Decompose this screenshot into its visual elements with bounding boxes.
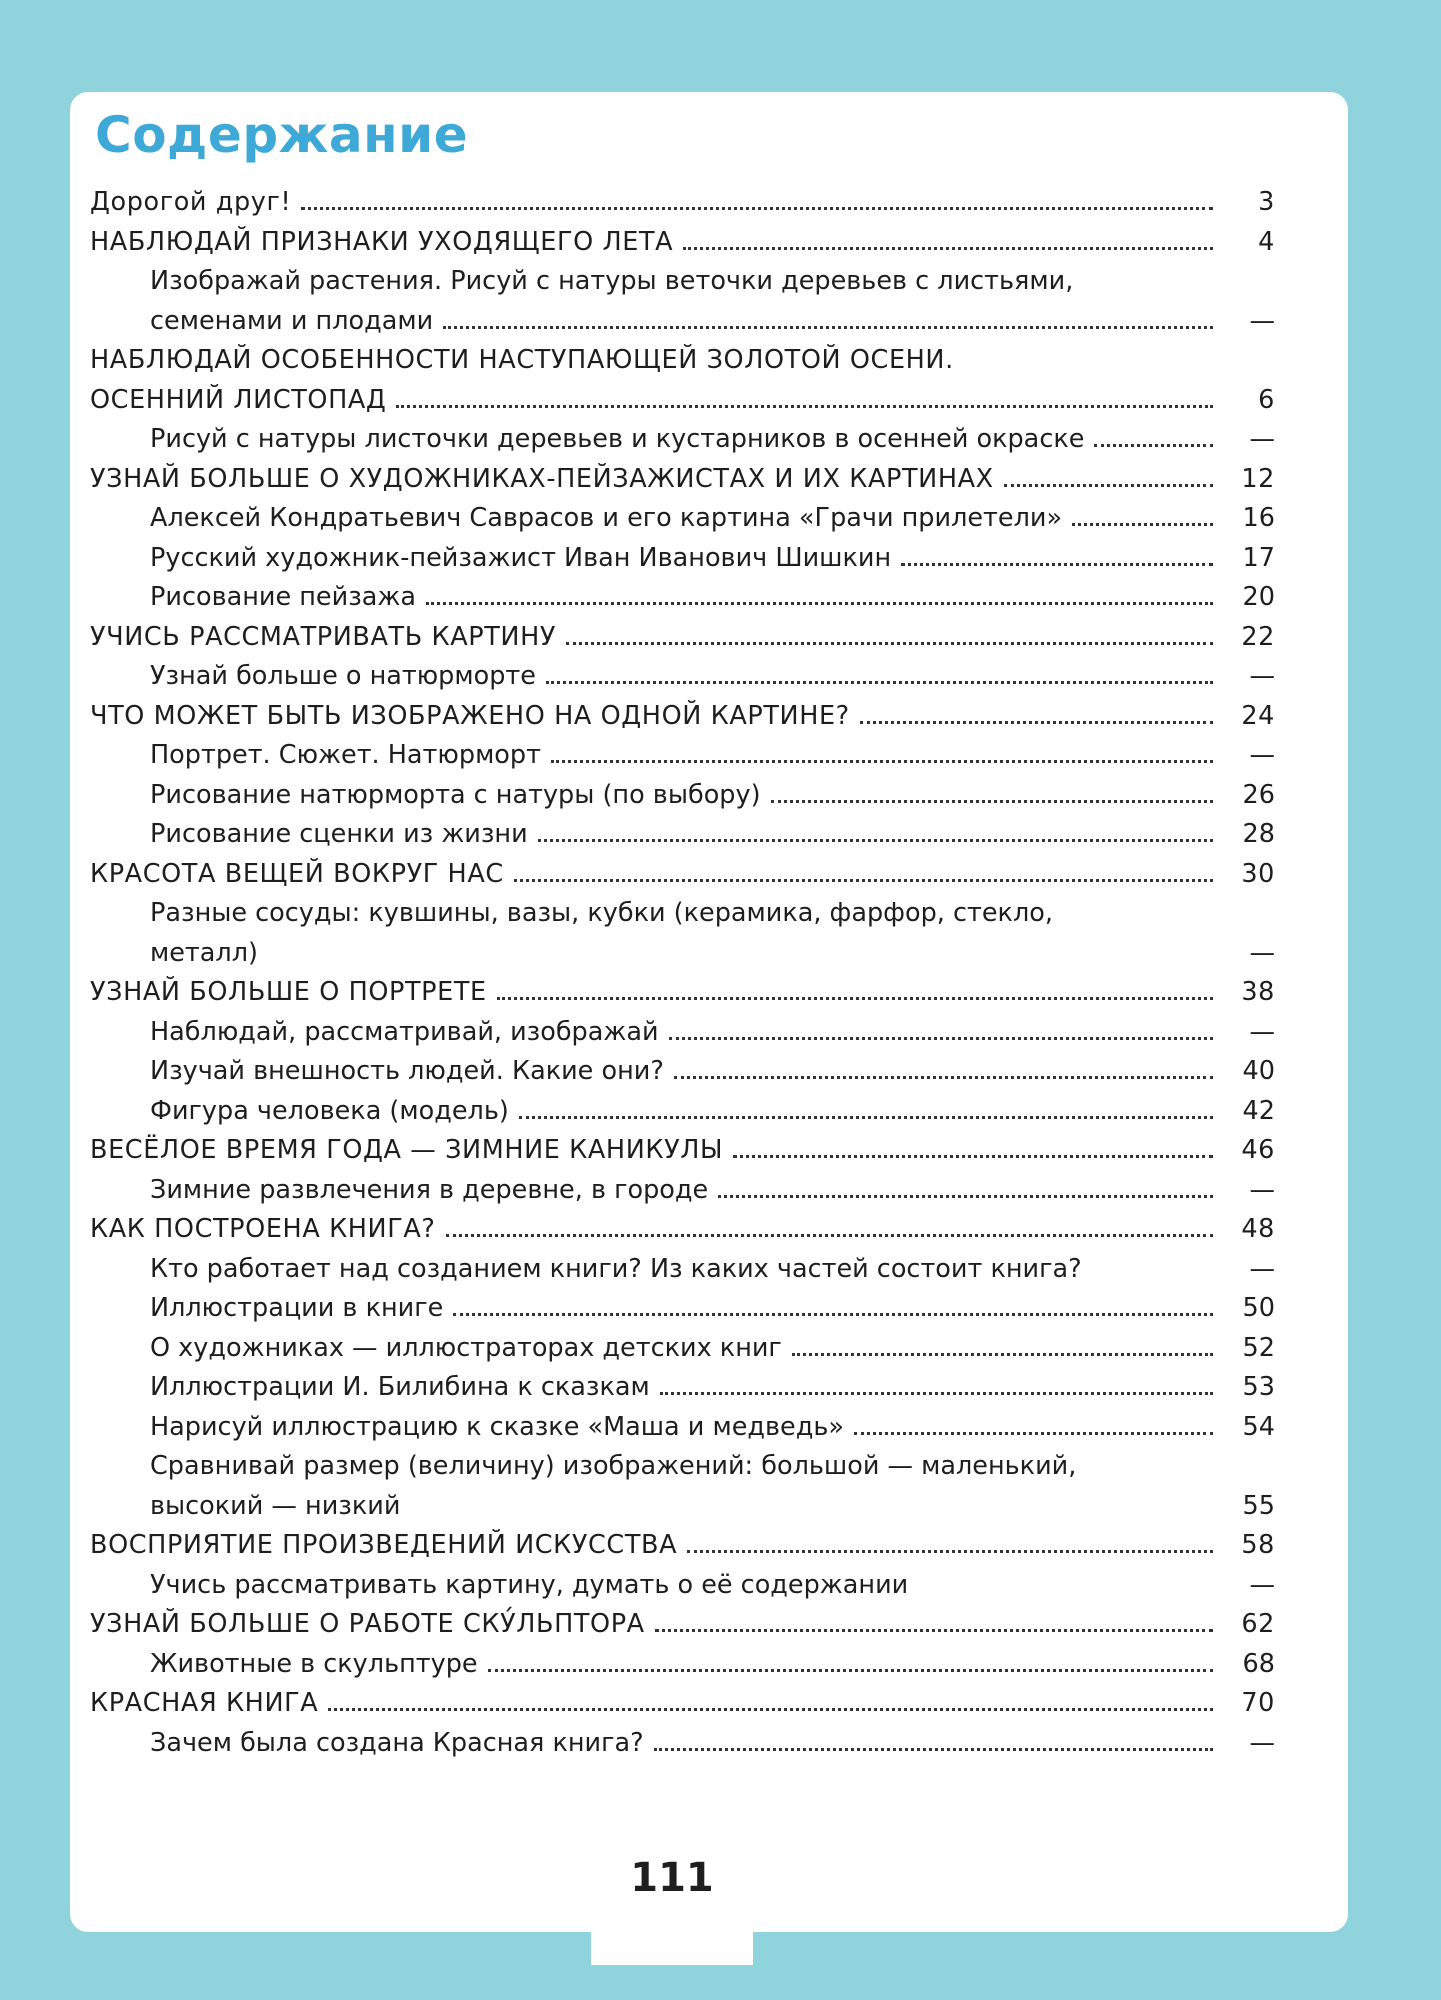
toc-subentry[interactable]	[90, 934, 1275, 974]
entry-page: 62	[1241, 1609, 1275, 1639]
entry-label: КРАСОТА ВЕЩЕЙ ВОКРУГ НАС	[90, 858, 504, 889]
toc-section[interactable]	[90, 381, 1275, 421]
entry-label: высокий — низкий	[150, 1490, 401, 1521]
entry-page: —	[1249, 661, 1275, 691]
entry-label: семенами и плодами	[150, 305, 434, 336]
entry-label: Нарисуй иллюстрацию к сказке «Маша и медведь»	[150, 1411, 844, 1442]
entry-label: УЗНАЙ БОЛЬШЕ О ПОРТРЕТЕ	[90, 977, 487, 1007]
entry-page: 48	[1241, 1214, 1275, 1244]
entry-label: Зачем была создана Красная книга?	[150, 1727, 644, 1758]
entry-page: —	[1249, 1253, 1275, 1284]
entry-label: УЗНАЙ БОЛЬШЕ О РАБОТЕ СКУ́ЛЬПТОРА	[90, 1609, 645, 1639]
dot-leader	[514, 879, 1213, 882]
dot-leader	[551, 760, 1213, 763]
dot-leader	[860, 721, 1213, 724]
dot-leader	[410, 1511, 1213, 1514]
toc-subentry[interactable]	[90, 499, 1275, 539]
entry-label: О художниках — иллюстраторах детских книг	[150, 1332, 782, 1363]
toc-subentry[interactable]	[90, 1645, 1275, 1685]
toc-subentry[interactable]	[90, 815, 1275, 855]
dot-leader	[792, 1353, 1213, 1356]
entry-label: Русский художник-пейзажист Иван Иванович Шишкин	[150, 542, 892, 573]
dot-leader	[1082, 1274, 1213, 1277]
toc-section[interactable]	[90, 618, 1275, 658]
dot-leader	[396, 405, 1213, 408]
toc-subentry[interactable]	[90, 420, 1275, 460]
dot-leader	[1072, 523, 1213, 526]
entry-label: ВОСПРИЯТИЕ ПРОИЗВЕДЕНИЙ ИСКУССТВА	[90, 1530, 678, 1560]
toc-subentry[interactable]	[90, 1566, 1275, 1606]
entry-page: 17	[1242, 542, 1275, 573]
dot-leader	[674, 1076, 1213, 1079]
entry-label: НАБЛЮДАЙ ПРИЗНАКИ УХОДЯЩЕГО ЛЕТА	[90, 226, 674, 257]
entry-page: 28	[1242, 819, 1275, 849]
toc-subentry[interactable]	[90, 1329, 1275, 1369]
dot-leader	[654, 1748, 1213, 1751]
toc-subentry[interactable]	[90, 776, 1275, 816]
entry-page: 68	[1242, 1648, 1275, 1679]
toc-subentry[interactable]	[90, 1092, 1275, 1132]
entry-page: 54	[1242, 1411, 1275, 1442]
entry-page: 38	[1241, 977, 1275, 1007]
toc-section[interactable]	[90, 1210, 1275, 1250]
dot-leader	[854, 1432, 1213, 1435]
entry-page: 20	[1242, 582, 1275, 612]
entry-page: 50	[1242, 1293, 1275, 1323]
entry-label: Портрет. Сюжет. Натюрморт	[150, 740, 541, 770]
entry-label: Фигура человека (модель)	[150, 1095, 509, 1126]
toc-subentry[interactable]	[90, 1250, 1275, 1290]
entry-label: КАК ПОСТРОЕНА КНИГА?	[90, 1214, 436, 1244]
toc-subentry[interactable]	[90, 1289, 1275, 1329]
entry-label-line1: Изображай растения. Рисуй с натуры веточки деревьев с листьями,	[150, 266, 1074, 296]
entry-page: 52	[1242, 1332, 1275, 1363]
table-of-contents	[90, 183, 1275, 1763]
entry-label-line1: Разные сосуды: кувшины, вазы, кубки (керамика, фарфор, стекло,	[150, 898, 1053, 928]
entry-label: Рисуй с натуры листочки деревьев и кустарников в осенней окраске	[150, 424, 1085, 454]
entry-label: ВЕСЁЛОЕ ВРЕМЯ ГОДА — ЗИМНИЕ КАНИКУЛЫ	[90, 1135, 724, 1165]
entry-page: —	[1249, 1727, 1275, 1758]
entry-label: Иллюстрации в книге	[150, 1293, 444, 1323]
entry-page: 30	[1241, 858, 1275, 889]
entry-label: Дорогой друг!	[90, 187, 292, 217]
dot-leader	[497, 997, 1213, 1000]
entry-page: 58	[1241, 1530, 1275, 1560]
entry-label: Рисование сценки из жизни	[150, 819, 528, 849]
dot-leader	[660, 1392, 1213, 1395]
entry-label: металл)	[150, 937, 258, 968]
entry-label: Наблюдай, рассматривай, изображай	[150, 1016, 659, 1047]
entry-label: Учись рассматривать картину, думать о её содержании	[150, 1569, 909, 1600]
dot-leader	[566, 642, 1213, 645]
toc-section[interactable]	[90, 973, 1275, 1013]
dot-leader	[918, 1590, 1213, 1593]
toc-subentry[interactable]	[90, 1368, 1275, 1408]
toc-title: Содержание	[95, 106, 469, 164]
entry-page: —	[1249, 1016, 1275, 1047]
entry-label: КРАСНАЯ КНИГА	[90, 1688, 319, 1718]
dot-leader	[718, 1195, 1213, 1198]
dot-leader	[771, 800, 1213, 803]
entry-label: ЧТО МОЖЕТ БЫТЬ ИЗОБРАЖЕНО НА ОДНОЙ КАРТИНЕ?	[90, 700, 850, 731]
page-number: 111	[630, 1855, 714, 1901]
entry-page: 53	[1242, 1372, 1275, 1402]
toc-section[interactable]	[90, 697, 1275, 737]
toc-section[interactable]	[90, 1684, 1275, 1724]
toc-section[interactable]	[90, 855, 1275, 895]
entry-label: ОСЕННИЙ ЛИСТОПАД	[90, 384, 387, 415]
dot-leader	[546, 681, 1213, 684]
dot-leader	[683, 247, 1213, 250]
toc-subentry[interactable]	[90, 302, 1275, 342]
entry-page: 24	[1241, 700, 1275, 731]
toc-subentry[interactable]	[90, 1171, 1275, 1211]
toc-entry[interactable]	[90, 183, 1275, 223]
entry-label-line1: Сравнивай размер (величину) изображений: большой — маленький,	[150, 1451, 1077, 1481]
entry-page: 4	[1258, 226, 1275, 257]
entry-page: 46	[1241, 1135, 1275, 1165]
toc-section[interactable]	[90, 460, 1275, 500]
entry-page: 16	[1242, 503, 1275, 533]
entry-page: 55	[1242, 1490, 1275, 1521]
toc-section[interactable]	[90, 223, 1275, 263]
entry-page: —	[1249, 740, 1275, 770]
entry-page: 22	[1241, 621, 1275, 652]
entry-label: Зимние развлечения в деревне, в городе	[150, 1174, 709, 1205]
dot-leader	[328, 1708, 1213, 1711]
dot-leader	[1094, 444, 1213, 447]
entry-label: Узнай больше о натюрморте	[150, 661, 536, 691]
dot-leader	[1004, 484, 1213, 487]
entry-page: 12	[1241, 463, 1275, 494]
dot-leader	[733, 1155, 1213, 1158]
toc-subentry[interactable]	[90, 1724, 1275, 1764]
dot-leader	[301, 207, 1213, 210]
toc-section[interactable]	[90, 1526, 1275, 1566]
dot-leader	[443, 326, 1213, 329]
dot-leader	[268, 958, 1213, 961]
entry-label: Кто работает над созданием книги? Из каких частей состоит книга?	[150, 1253, 1082, 1284]
toc-section[interactable]	[90, 1605, 1275, 1645]
toc-section[interactable]	[90, 1131, 1275, 1171]
entry-label: УЗНАЙ БОЛЬШЕ О ХУДОЖНИКАХ-ПЕЙЗАЖИСТАХ И ИХ КАРТИНАХ	[90, 463, 994, 494]
entry-label: Животные в скульптуре	[150, 1648, 478, 1679]
entry-page: —	[1249, 937, 1275, 968]
entry-page: —	[1249, 1569, 1275, 1600]
dot-leader	[669, 1037, 1213, 1040]
entry-page: 26	[1242, 779, 1275, 810]
dot-leader	[446, 1234, 1213, 1237]
entry-label: Рисование натюрморта с натуры (по выбору)	[150, 779, 761, 810]
entry-page: 70	[1241, 1688, 1275, 1718]
dot-leader	[453, 1313, 1213, 1316]
entry-label-line1: НАБЛЮДАЙ ОСОБЕННОСТИ НАСТУПАЮЩЕЙ ЗОЛОТОЙ ОСЕНИ.	[90, 345, 954, 375]
dot-leader	[538, 839, 1213, 842]
entry-page: 42	[1242, 1095, 1275, 1126]
entry-page: 6	[1258, 384, 1275, 415]
entry-page: —	[1249, 305, 1275, 336]
entry-page: —	[1249, 1174, 1275, 1205]
dot-leader	[687, 1550, 1213, 1553]
entry-page: —	[1249, 424, 1275, 454]
toc-subentry[interactable]	[90, 539, 1275, 579]
dot-leader	[488, 1669, 1213, 1672]
dot-leader	[519, 1116, 1213, 1119]
dot-leader	[426, 602, 1213, 605]
toc-subentry[interactable]	[90, 1408, 1275, 1448]
dot-leader	[655, 1629, 1213, 1632]
toc-subentry[interactable]	[90, 736, 1275, 776]
entry-page: 3	[1258, 187, 1275, 217]
toc-subentry[interactable]	[90, 1487, 1275, 1527]
toc-subentry[interactable]	[90, 1013, 1275, 1053]
toc-subentry[interactable]	[90, 578, 1275, 618]
dot-leader	[901, 563, 1213, 566]
toc-subentry[interactable]	[90, 657, 1275, 697]
entry-label: Изучай внешность людей. Какие они?	[150, 1056, 664, 1086]
entry-label: Иллюстрации И. Билибина к сказкам	[150, 1372, 650, 1402]
toc-subentry[interactable]	[90, 1052, 1275, 1092]
entry-label: УЧИСЬ РАССМАТРИВАТЬ КАРТИНУ	[90, 621, 557, 652]
entry-page: 40	[1242, 1056, 1275, 1086]
entry-label: Алексей Кондратьевич Саврасов и его картина «Грачи прилетели»	[150, 503, 1063, 533]
entry-label: Рисование пейзажа	[150, 582, 416, 612]
